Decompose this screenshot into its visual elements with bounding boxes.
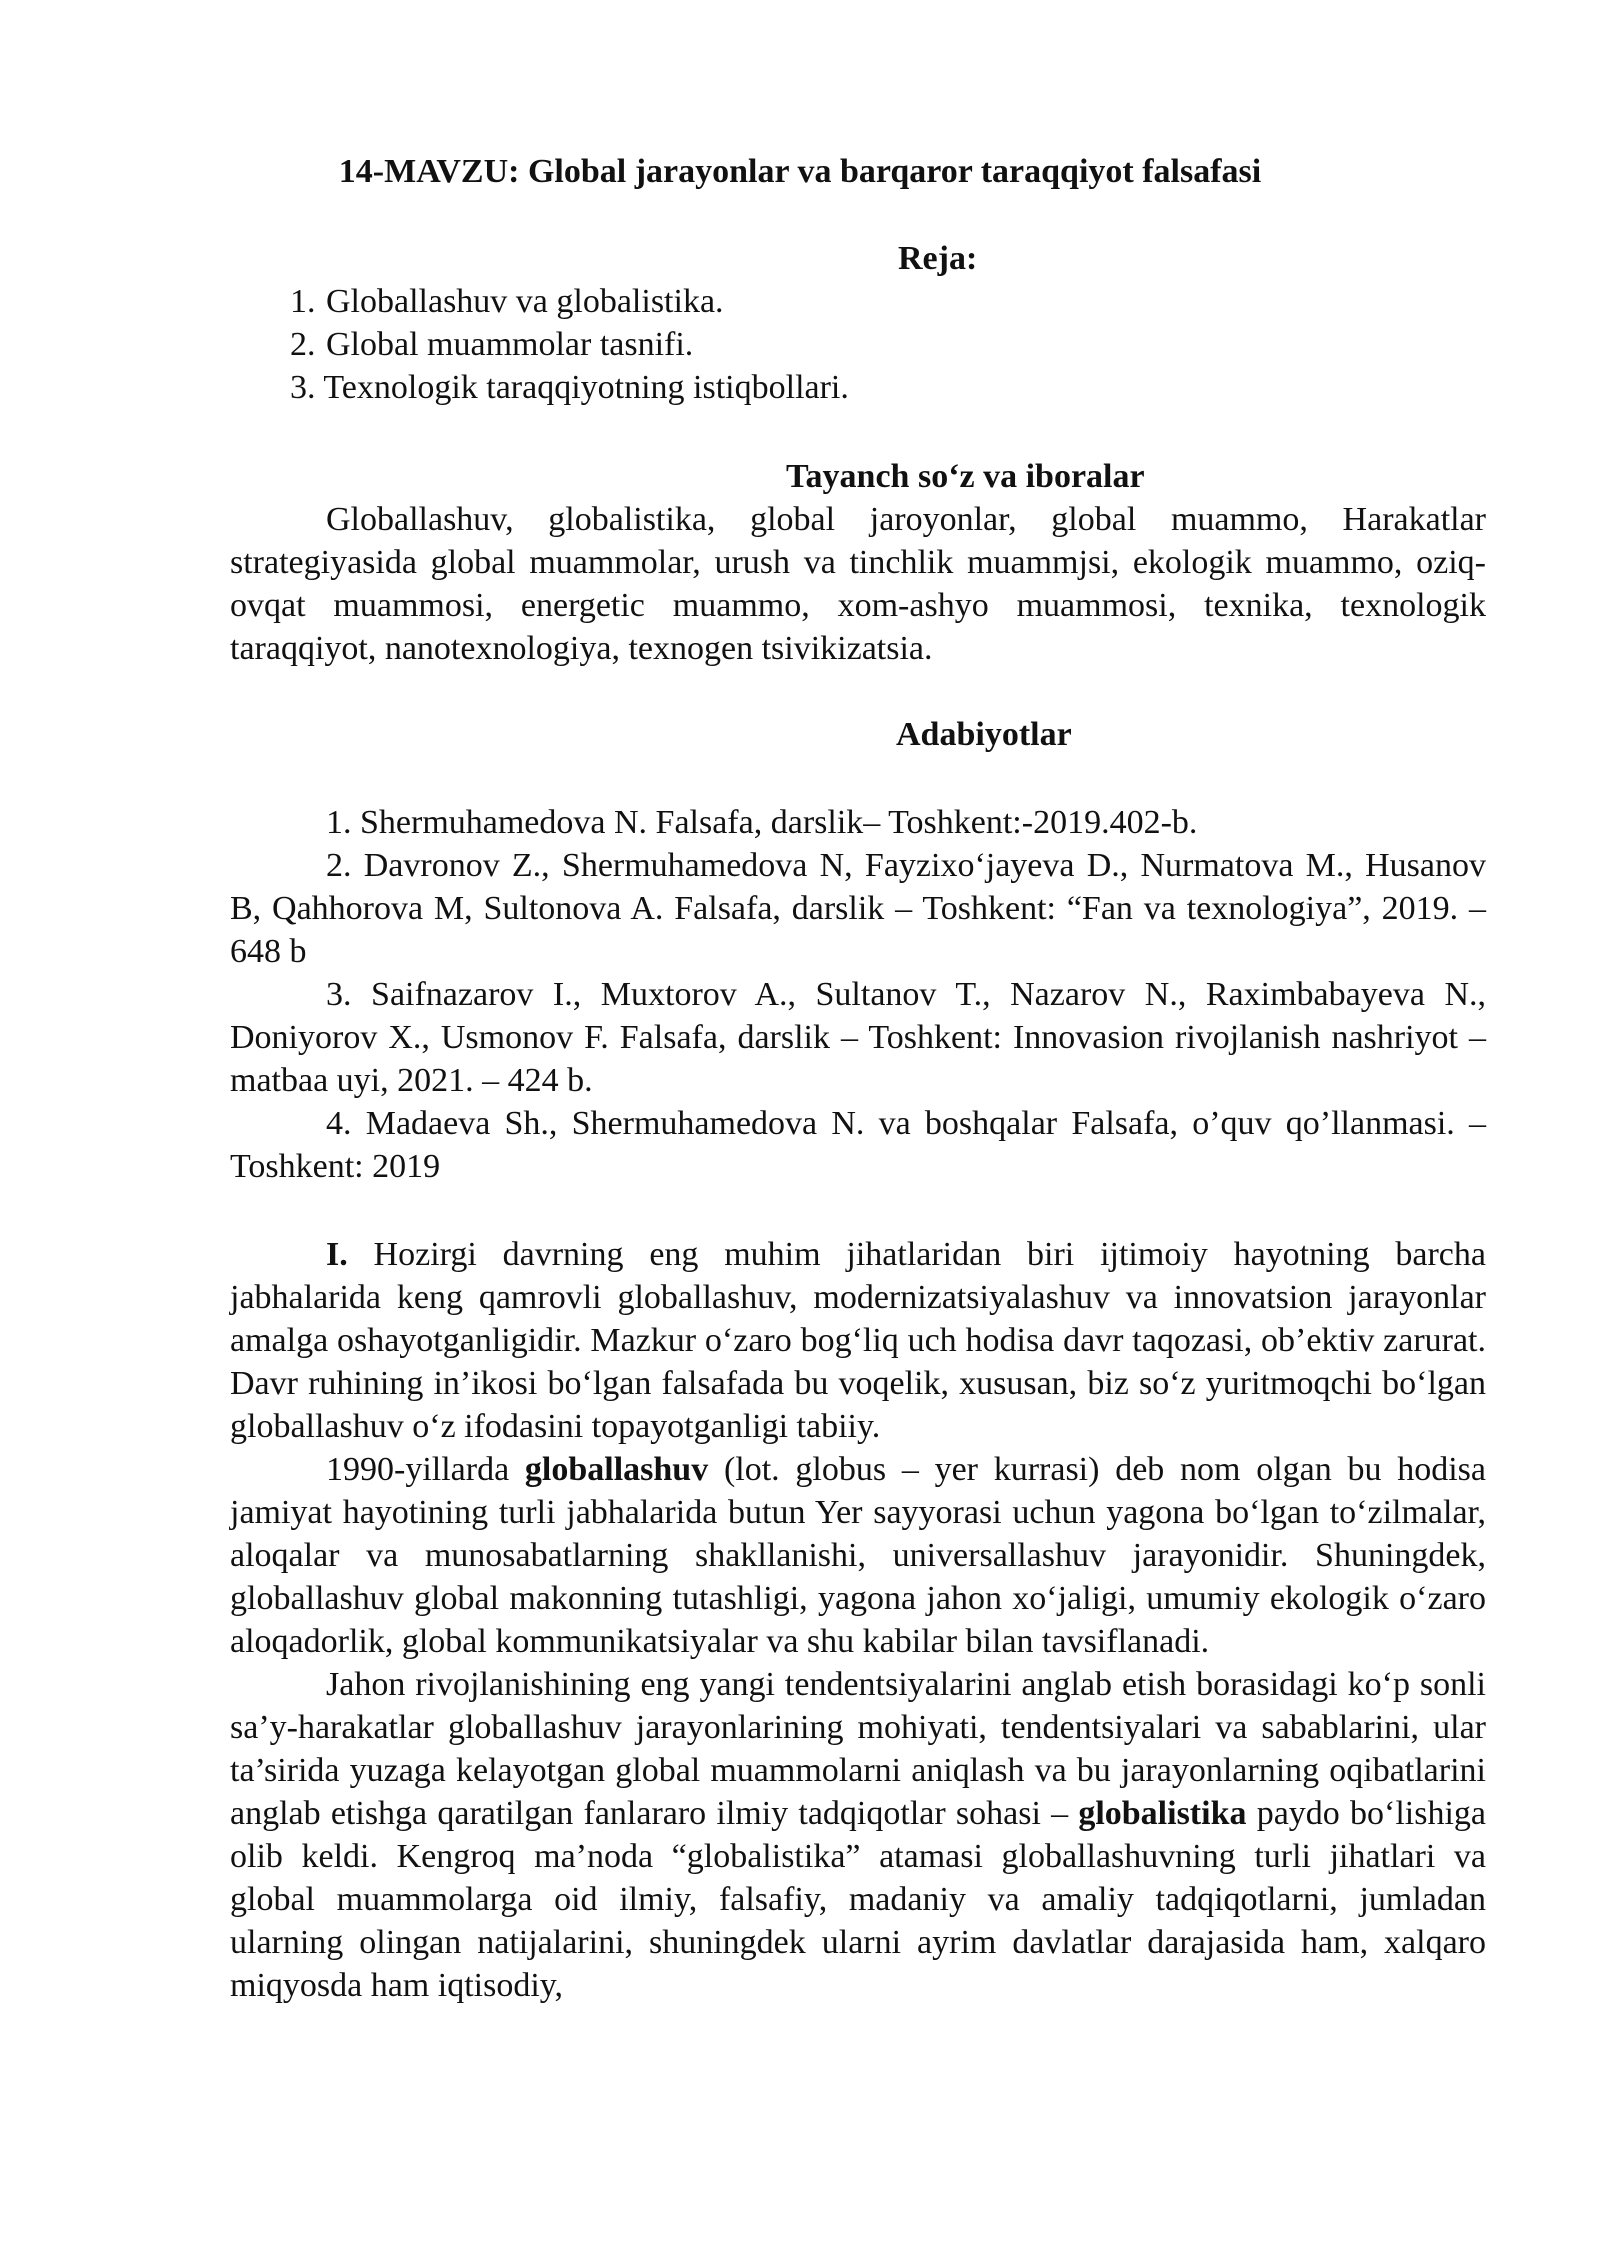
paragraph-2 bbox=[230, 1448, 1486, 1663]
list-item bbox=[290, 323, 849, 366]
list-item: 2. Davronov Z., Shermuhamedova N, Fayzixo‘jayeva D., Nurmatova M., Husanov B, Qahhorova M, Sultonova A. Falsafa, darslik – Toshkent: “Fan va texnologiya”, 2019. – 648 b bbox=[230, 847, 1486, 970]
body-text bbox=[230, 1233, 1486, 2007]
paragraph-text: Jahon rivojlanishining eng yangi tendentsiyalarini anglab etish borasidagi ko‘p sonli sa’y-harakatlar globallashuv jarayonlarining mohiyati, tendentsiyalari va sabablarini, ular ta’sirida yuzaga kelayotgan global muammolarni aniqlash va bu jarayonlarning oqibatlarini anglab etishga qaratilgan fanlararo ilmiy tadqiqotlar sohasi – bbox=[230, 1666, 1486, 1832]
keywords-heading: Tayanch so‘z va iboralar bbox=[786, 458, 1145, 495]
paragraph-text: Hozirgi davrning eng muhim jihatlaridan biri ijtimoiy hayotning barcha jabhalarida keng qamrovli globallashuv, modernizatsiyalashuv va innovatsion jarayonlar amalga oshayotganligidir. Mazkur o‘zaro bog‘liq uch hodisa davr taqozasi, ob’ektiv zarurat. Davr ruhining in’ikosi bo‘lgan falsafada bu voqelik, xususan, biz so‘z yuritmoqchi bo‘lgan globallashuv o‘z ifodasini topayotganligi tabiiy. bbox=[230, 1236, 1486, 1445]
list-item: 1. Shermuhamedova N. Falsafa, darslik– Toshkent:-2019.402-b. bbox=[326, 804, 1198, 841]
literature-heading: Adabiyotlar bbox=[896, 716, 1072, 753]
list-item-text: Global muammolar tasnifi. bbox=[326, 326, 694, 363]
list-item: 3. Saifnazarov I., Muxtorov A., Sultanov T., Nazarov N., Raximbabayeva N., Doniyorov X., Usmonov F. Falsafa, darslik – Toshkent: Innovasion rivojlanish nashriyot –matbaa uyi, 2021. – 424 b. bbox=[230, 976, 1486, 1099]
list-item-number: 1. bbox=[290, 283, 316, 320]
paragraph-text: 1990-yillarda bbox=[326, 1451, 525, 1488]
list-item-number: 3. bbox=[290, 369, 316, 406]
paragraph-1 bbox=[230, 1233, 1486, 1448]
paragraph-text: paydo bo‘lishiga olib keldi. Kengroq ma’noda “globalistika” atamasi globallashuvning turli jihatlari va global muammolarga oid ilmiy, falsafiy, madaniy va amaliy tadqiqotlarni, jumladan ularning olingan natijalarini, shuningdek ularni ayrim davlatlar darajasida ham, xalqaro miqyosda ham iqtisodiy, bbox=[230, 1795, 1486, 2004]
literature-list bbox=[230, 801, 1486, 1188]
list-item bbox=[290, 280, 849, 323]
reja-list bbox=[290, 280, 849, 409]
paragraph-3 bbox=[230, 1663, 1486, 2007]
page-title: 14-MAVZU: Global jarayonlar va barqaror taraqqiyot falsafasi bbox=[338, 153, 1262, 190]
list-item-text: Globallashuv va globalistika. bbox=[326, 283, 724, 320]
bold-term: globallashuv bbox=[524, 1451, 709, 1488]
list-item bbox=[290, 366, 849, 409]
keywords-block bbox=[230, 498, 1486, 670]
reja-heading: Reja: bbox=[898, 240, 978, 277]
section-marker: I. bbox=[326, 1236, 348, 1273]
list-item-text: Texnologik taraqqiyotning istiqbollari. bbox=[315, 369, 849, 406]
list-item: 4. Madaeva Sh., Shermuhamedova N. va boshqalar Falsafa, o’quv qo’llanmasi. –Toshkent: 2019 bbox=[230, 1105, 1486, 1185]
keywords-text: Globallashuv, globalistika, global jaroyonlar, global muammo, Harakatlar strategiyasida global muammolar, urush va tinchlik muammjsi, ekologik muammo, oziq-ovqat muammosi, energetic muammo, xom-ashyo muammosi, texnika, texnologik taraqqiyot, nanotexnologiya, texnogen tsivikizatsia. bbox=[230, 501, 1486, 667]
list-item-number: 2. bbox=[290, 326, 316, 363]
bold-term: globalistika bbox=[1078, 1795, 1247, 1832]
paragraph-text: (lot. globus – yer kurrasi) deb nom olgan bu hodisa jamiyat hayotining turli jabhalarida butun Yer sayyorasi uchun yagona bo‘lgan to‘zilmalar, aloqalar va munosabatlarning shakllanishi, universallashuv jarayonidir. Shuningdek, globallashuv global makonning tutashligi, yagona jahon xo‘jaligi, umumiy ekologik o‘zaro aloqadorlik, global kommunikatsiyalar va shu kabilar bilan tavsiflanadi. bbox=[230, 1451, 1486, 1660]
